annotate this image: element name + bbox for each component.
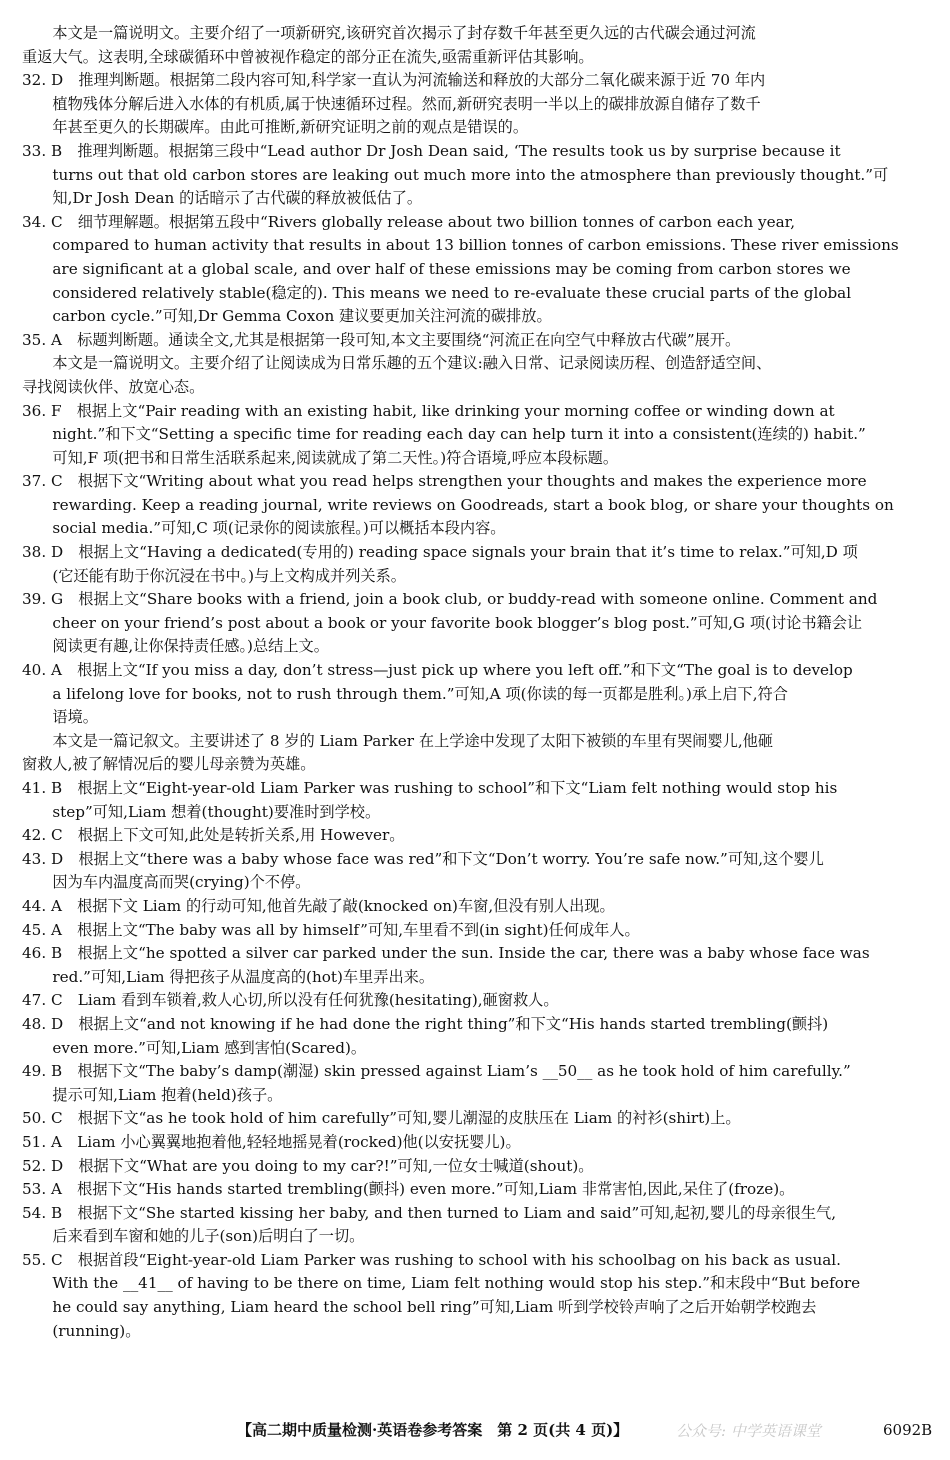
text-line: carbon cycle.”可知,Dr Gemma Coxon 建议要更加关注河流的碳排放。 [22,307,552,326]
text-line: 本文是一篇说明文。主要介绍了让阅读成为日常乐趣的五个建议:融入日常、记录阅读历程、创造舒适空间、 [22,354,772,373]
text-line: he could say anything, Liam heard the school bell ring”可知,Liam 听到学校铃声响了之后开始朝学校跑去 [22,1298,817,1317]
text-line: 寻找阅读伙伴、放宽心态。 [22,377,205,396]
text-line: 34. C 细节理解题。根据第五段中“Rivers globally release about two billion tonnes of carbon each year, [22,212,796,231]
text-line: 36. F 根据上文“Pair reading with an existing habit, like drinking your morning coffee or winding down at [22,401,835,420]
text-line: 39. G 根据上文“Share books with a friend, join a book club, or buddy-read with someone online. Comment and [22,590,878,609]
text-line: 本文是一篇记叙文。主要讲述了 8 岁的 Liam Parker 在上学途中发现了太阳下被锁的车里有哭闹婴儿,他砸 [22,731,774,750]
exam-code: 6092B [883,1421,933,1439]
text-line: 52. D 根据下文“What are you doing to my car?!”可知,一位女士喊道(shout)。 [22,1156,594,1175]
text-line: night.”和下文“Setting a specific time for reading each day can help turn it into a consistent(连续的) habit.” [22,425,866,444]
answer-key-document [22,22,934,1343]
text-line: 53. A 根据下文“His hands started trembling(颤抖) even more.”可知,Liam 非常害怕,因此,呆住了(froze)。 [22,1180,795,1199]
text-line: 44. A 根据下文 Liam 的行动可知,他首先敲了敲(knocked on)车窗,但没有别人出现。 [22,896,615,915]
text-line: 年甚至更久的长期碳库。由此可推断,新研究证明之前的观点是错误的。 [22,118,529,137]
text-line: 33. B 推理判断题。根据第三段中“Lead author Dr Josh Dean said, ‘The results took us by surprise because it [22,141,841,160]
text-line: cheer on your friend’s post about a book or your favorite book blogger’s blog post.”可知,G 项(讨论书籍会让 [22,613,863,632]
text-line: 38. D 根据上文“Having a dedicated(专用的) reading space signals your brain that it’s time to relax.”可知,D 项 [22,543,858,562]
text-line: 41. B 根据上文“Eight-year-old Liam Parker was rushing to school”和下文“Liam felt nothing would stop his [22,779,838,797]
text-line: 37. C 根据下文“Writing about what you read helps strengthen your thoughts and makes the experience more [22,472,867,491]
text-line: are significant at a global scale, and over half of these emissions may be coming from carbon stores we [22,259,851,278]
text-line: 48. D 根据上文“and not knowing if he had done the right thing”和下文“His hands started trembling(颤抖) [22,1014,829,1033]
text-line: even more.”可知,Liam 感到害怕(Scared)。 [22,1038,367,1057]
text-line: 35. A 标题判断题。通读全文,尤其是根据第一段可知,本文主要围绕“河流正在向空气中释放古代碳”展开。 [22,330,741,349]
text-line: 提示可知,Liam 抱着(held)孩子。 [22,1085,283,1104]
text-line: 后来看到车窗和她的儿子(son)后明白了一切。 [22,1227,365,1246]
text-line: 32. D 推理判断题。根据第二段内容可知,科学家一直认为河流输送和释放的大部分二氧化碳来源于近 70 年内 [22,71,766,90]
text-line: 47. C Liam 看到车锁着,救人心切,所以没有任何犹豫(hesitating),砸窗救人。 [22,991,559,1010]
text-line: 54. B 根据下文“She started kissing her baby, and then turned to Liam and said”可知,起初,婴儿的母亲很生气, [22,1203,837,1222]
text-line: 阅读更有趣,让你保持责任感。)总结上文。 [22,637,329,656]
text-line: 因为车内温度高而哭(crying)个不停。 [22,873,311,892]
text-line: 46. B 根据上文“he spotted a silver car parked under the sun. Inside the car, there was a baby whose face was [22,944,870,963]
text-line: red.”可知,Liam 得把孩子从温度高的(hot)车里弄出来。 [22,967,435,986]
text-line: 植物残体分解后进入水体的有机质,属于快速循环过程。然而,新研究表明一半以上的碳排放源自储存了数千 [22,94,761,113]
page-footer [0,1418,950,1442]
watermark: 公众号: 中学英语课堂 [676,1422,821,1440]
text-line: step”可知,Liam 想着(thought)要准时到学校。 [22,802,381,821]
text-line: turns out that old carbon stores are leaking out much more into the atmosphere than previously thought.”可 [22,165,889,184]
text-line: 40. A 根据上文“If you miss a day, don’t stress—just pick up where you left off.”和下文“The goal is to develop [22,661,853,680]
text-line: 49. B 根据下文“The baby’s damp(潮湿) skin pressed against Liam’s __50__ as he took hold of him carefully.” [22,1062,851,1081]
text-line: rewarding. Keep a reading journal, write reviews on Goodreads, start a book blog, or share your thoughts on [22,495,894,514]
text-line: compared to human activity that results in about 13 billion tonnes of carbon emissions. These river emissions [22,236,899,255]
text-line: 语境。 [22,708,98,727]
text-line: 可知,F 项(把书和日常生活联系起来,阅读就成了第二天性。)符合语境,呼应本段标题。 [22,448,619,467]
text-line: 知,Dr Josh Dean 的话暗示了古代碳的释放被低估了。 [22,189,423,208]
text-line: 55. C 根据首段“Eight-year-old Liam Parker was rushing to school with his schoolbag on his back as usual. [22,1250,841,1269]
text-line: (它还能有助于你沉浸在书中。)与上文构成并列关系。 [22,566,406,585]
text-line: social media.”可知,C 项(记录你的阅读旅程。)可以概括本段内容。 [22,519,506,538]
text-line: 42. C 根据上下文可知,此处是转折关系,用 However。 [22,826,405,845]
footer-title: 【高二期中质量检测·英语卷参考答案 第 2 页(共 4 页)】 [237,1421,629,1439]
text-line: (running)。 [22,1321,141,1340]
text-line: 重返大气。这表明,全球碳循环中曾被视作稳定的部分正在流失,亟需重新评估其影响。 [22,47,594,66]
text-line: a lifelong love for books, not to rush through them.”可知,A 项(你读的每一页都是胜利。)承上启下,符合 [22,684,788,703]
text-line: 本文是一篇说明文。主要介绍了一项新研究,该研究首次揭示了封存数千年甚至更久远的古代碳会通过河流 [22,24,756,42]
text-line: considered relatively stable(稳定的). This means we need to re-evaluate these crucial parts of the global [22,283,852,302]
text-line: 窗救人,被了解情况后的婴儿母亲赞为英雄。 [22,755,316,774]
text-line: 51. A Liam 小心翼翼地抱着他,轻轻地摇晃着(rocked)他(以安抚婴儿)。 [22,1132,521,1151]
text-line: 45. A 根据上文“The baby was all by himself”可知,车里看不到(in sight)任何成年人。 [22,920,640,939]
text-line: With the __41__ of having to be there on time, Liam felt nothing would stop his step.”和末段中“But before [22,1274,861,1293]
text-line: 50. C 根据下文“as he took hold of him carefully”可知,婴儿潮湿的皮肤压在 Liam 的衬衫(shirt)上。 [22,1109,741,1128]
text-line: 43. D 根据上文“there was a baby whose face was red”和下文“Don’t worry. You’re safe now.”可知,这个婴儿 [22,849,824,868]
